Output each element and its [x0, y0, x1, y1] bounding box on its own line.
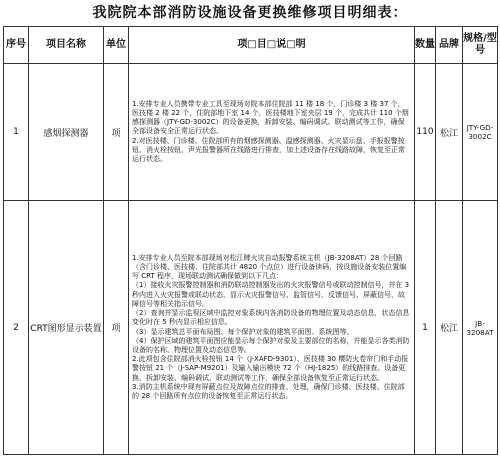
detail-item: （3）显示建筑总平面布局图、每个保护对象的建筑平面图、系统图等。: [132, 327, 354, 336]
header-project-name: 项目名称: [29, 27, 104, 64]
detail-item: 1.安排专业人员携带专业工具至现场对院本部住院部 11 楼 18 个，门诊楼 3 楼 37 个，医技楼 2 楼 22 个，住院部地下室 14 个，医技楼地下室夹层 19 个，完成共计 110 个烟感探测器（JTY-GD-3002C）的设备更换，拆卸安装、编码调试、联动测试等工作，确保全部设备安全正常运行状态。: [132, 99, 409, 136]
detail-item: （4）保护区域的建筑平面图应能显示每个保护对象及主要部位的名称，并能显示各类消防设备的名称、物理位置及动态信息等。: [132, 336, 410, 354]
table-row: [4, 64, 498, 201]
cell-project-name: CRT图形显示装置: [29, 201, 104, 455]
detail-item: 2.对医技楼、门诊楼、住院部所有的烟感探测器、温感探测器、火灾显示盘、手报报警按钮、消火栓按钮、声光报警器所在线路进行排查，加上述设备存在线路故障，恢复至正常运行状态。: [132, 136, 405, 163]
header-seq: 序号: [4, 27, 29, 64]
page-title: 我院院本部消防设施设备更换维修项目明细表：: [92, 5, 408, 21]
cell-seq: 1: [4, 64, 29, 201]
cell-unit: 项: [104, 201, 129, 455]
header-brand: 品牌: [436, 27, 463, 64]
detail-item: 3.消防主机系统中现有屏蔽点位及故障点位的排查、处理，确保门诊楼、医技楼、住院部的 28 个回路所有点位的设备恢复至正常运行状态。: [132, 382, 405, 400]
cell-brand: 松江: [436, 201, 463, 455]
detail-item: （2）查询并显示监视区域中监控对象系统内各消防设备的物理位置及动态信息，状态信息变化时在 5 秒内显示相应信息。: [132, 309, 410, 327]
cell-project-name: 感烟探测器: [29, 64, 104, 201]
header-unit: 单位: [104, 27, 129, 64]
cell-quantity: 110: [415, 64, 436, 201]
cell-spec: JB-3208AT: [463, 201, 498, 455]
header-project-detail: 项□目□说□明: [129, 27, 415, 64]
table-header-row: [4, 27, 498, 64]
detail-item: 1.安排专业人员至院本部现场对松江牌火灾自动报警系统主机（JB-3208AT）28 个回路（含门诊楼、医技楼、住院部共计 4820 个点位）进行设备读码，按设施设备安装位置编写 CRT 程序，现场联动测试确保做到以下几点：: [132, 253, 407, 281]
cell-project-detail: [129, 64, 415, 201]
cell-seq: 2: [4, 201, 29, 455]
detail-item: 2.此项包含住院部消火栓按钮 14 个（J-XAFD-9301）、医技楼 30 樱防火卷帘门和手动报警按钮 21 个（J-SAP-M9201）及输入输出模块 72 个（HJ-1825）的线路排查、设备更换、拆卸安装、编码调试、联动测试等工作，确保全部设备恢复至正常运行状态。: [132, 355, 409, 382]
cell-quantity: 1: [415, 201, 436, 455]
detail-item: （1）接收火灾报警控制器和消防联动控制器发出的火灾报警信号或联动控制信号，并在 3 秒内进入火灾报警或联动状态，显示火灾报警信号、监管信号、反馈信号、屏蔽信号、故障信号等相关指示信号。: [132, 281, 410, 308]
cell-project-detail: [129, 201, 415, 455]
project-table: [3, 26, 498, 455]
cell-unit: 项: [104, 64, 129, 201]
cell-brand: 松江: [436, 64, 463, 201]
header-quantity: 数量: [415, 27, 436, 64]
cell-spec: JTY-GD-3002C: [463, 64, 498, 201]
table-row: [4, 201, 498, 455]
header-spec: 规格/型号: [463, 27, 498, 64]
